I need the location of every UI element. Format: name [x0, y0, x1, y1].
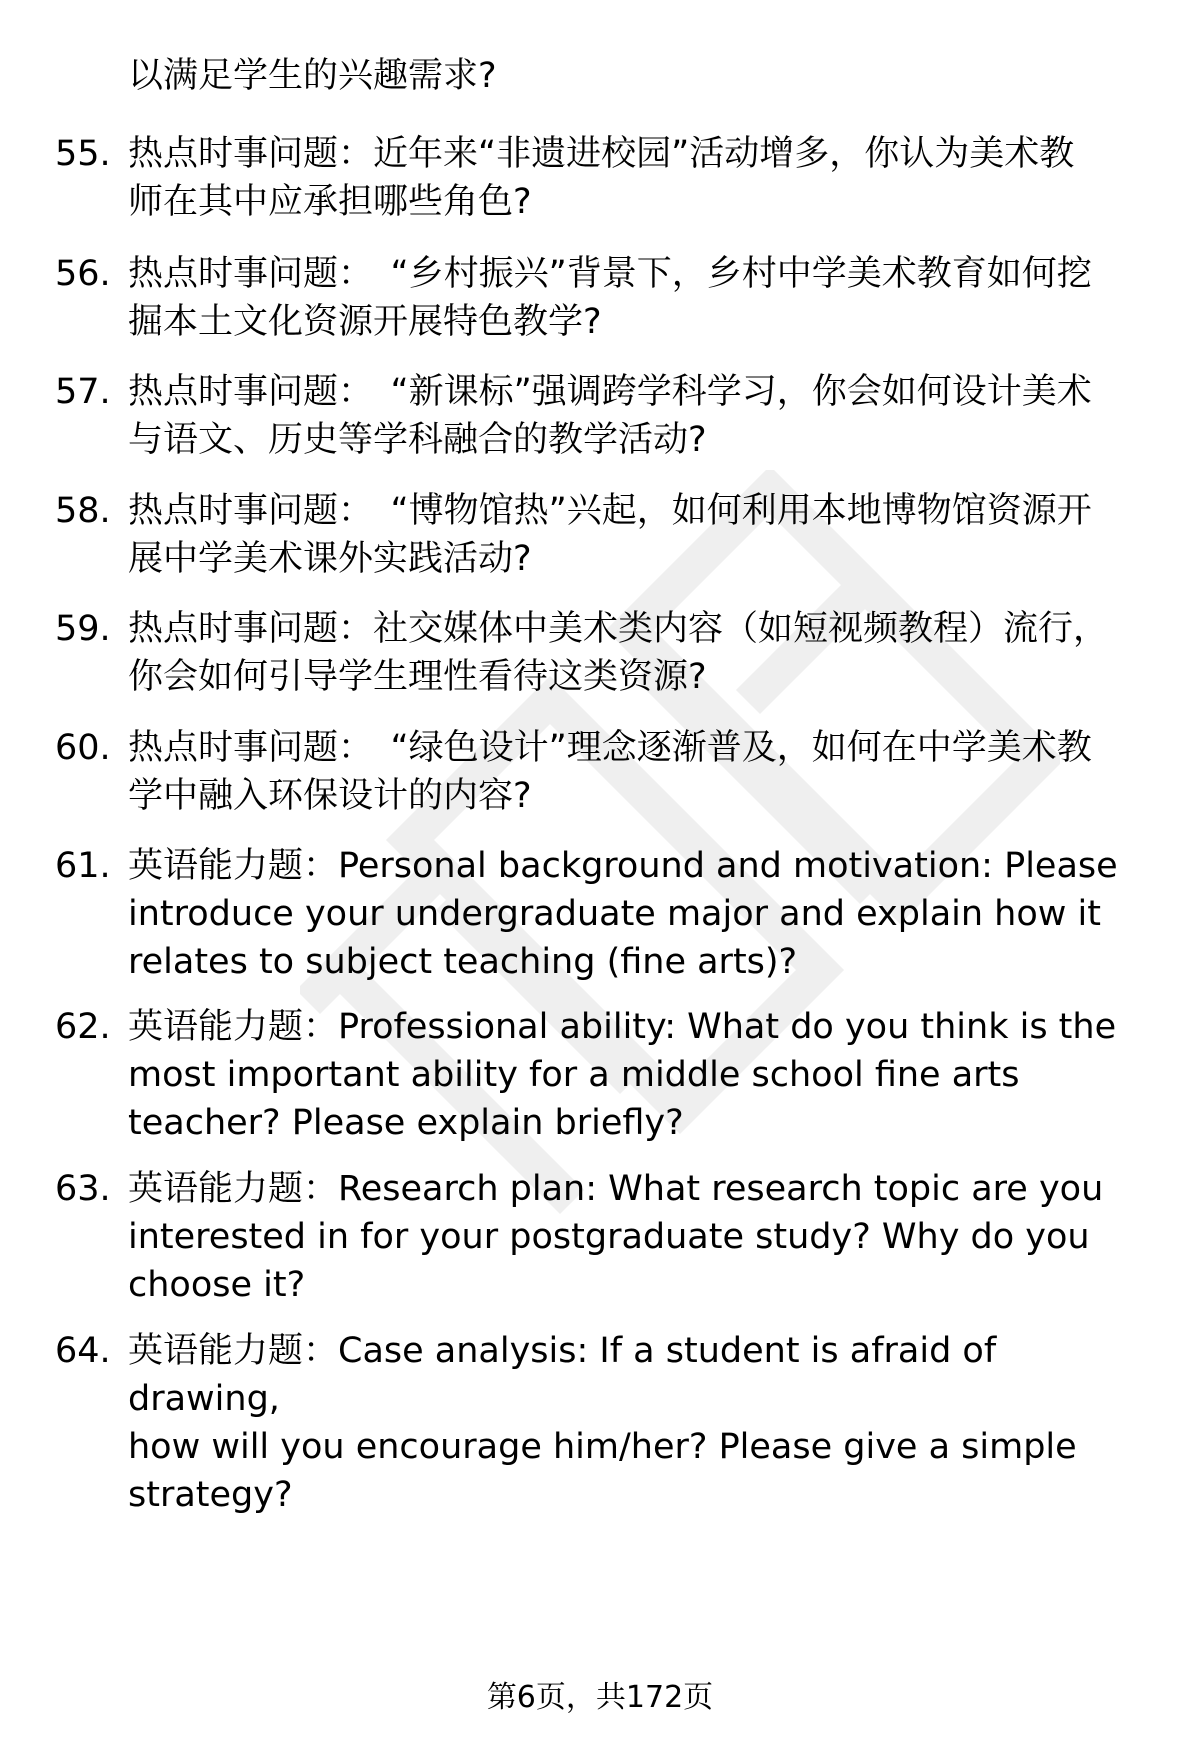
item-text: 以满足学生的兴趣需求? — [128, 56, 497, 96]
item-number: 59. — [55, 609, 111, 649]
item-text: 英语能力题：Research plan: What research topic are you interested in for your postgraduate study? Why do you choose it? — [128, 1169, 1104, 1305]
item-number: 56. — [55, 254, 111, 294]
item-text: 热点时事问题： “博物馆热”兴起，如何利用本地博物馆资源开 展中学美术课外实践活动? — [128, 491, 1092, 579]
page-footer: 第6页，共172页 — [486, 1680, 714, 1715]
item-text: 热点时事问题：近年来“非遗进校园”活动增多，你认为美术教 师在其中应承担哪些角色? — [128, 134, 1075, 222]
item-number: 63. — [55, 1169, 111, 1209]
item-number: 58. — [55, 491, 111, 531]
item-text: 热点时事问题： “绿色设计”理念逐渐普及，如何在中学美术教 学中融入环保设计的内容? — [128, 728, 1092, 816]
item-number: 64. — [55, 1331, 111, 1371]
item-text: 英语能力题：Case analysis: If a student is afraid of drawing, how will you encourage him/her? Please give a simple strategy? — [128, 1331, 1077, 1515]
item-text: 热点时事问题： “乡村振兴”背景下，乡村中学美术教育如何挖 掘本土文化资源开展特色教学? — [128, 254, 1092, 342]
item-text: 热点时事问题：社交媒体中美术类内容（如短视频教程）流行， 你会如何引导学生理性看待这类资源? — [128, 609, 1109, 697]
item-number: 62. — [55, 1007, 111, 1047]
item-text: 英语能力题：Professional ability: What do you think is the most important ability for a middle school fine arts teacher? Please explain briefly? — [128, 1007, 1117, 1143]
item-number: 55. — [55, 134, 111, 174]
item-number: 60. — [55, 728, 111, 768]
item-text: 热点时事问题： “新课标”强调跨学科学习，你会如何设计美术 与语文、历史等学科融合的教学活动? — [128, 372, 1092, 460]
item-number: 57. — [55, 372, 111, 412]
item-text: 英语能力题：Personal background and motivation: Please introduce your undergraduate major and explain how it relates to subject teaching (fine arts)? — [128, 846, 1118, 982]
item-number: 61. — [55, 846, 111, 886]
